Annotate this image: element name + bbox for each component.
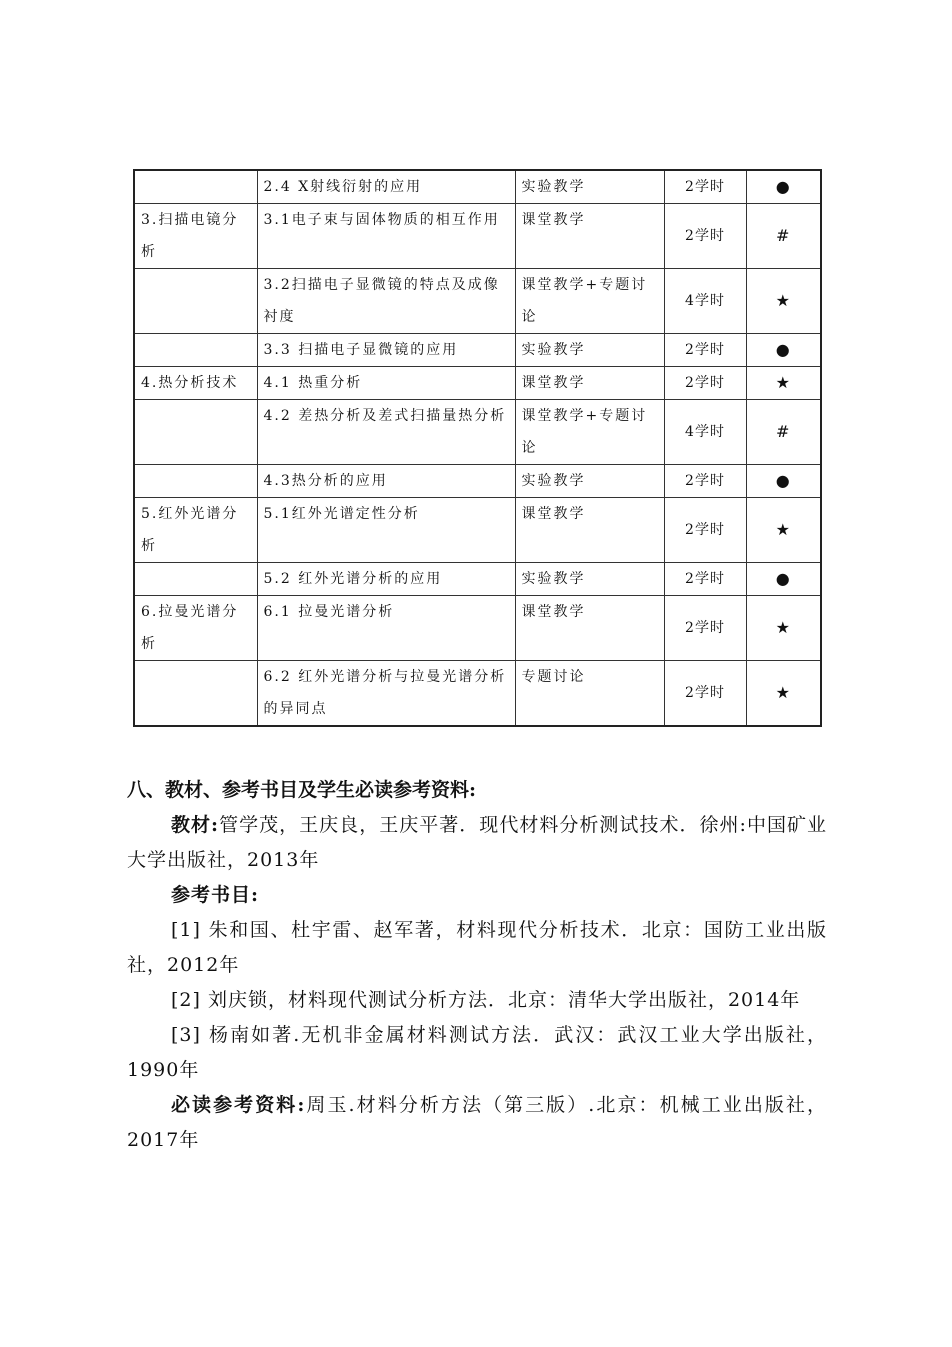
mark-cell: ★ <box>746 498 821 563</box>
topic-cell: 3.1电子束与固体物质的相互作用 <box>257 204 515 269</box>
section-heading: 八、教材、参考书目及学生必读参考资料: <box>127 779 477 801</box>
hours-cell: 2学时 <box>664 596 746 661</box>
method-cell: 课堂教学 <box>515 596 664 661</box>
method-cell: 课堂教学+专题讨论 <box>515 400 664 465</box>
table-row <box>134 661 821 727</box>
mark-cell: ★ <box>746 367 821 400</box>
hours-cell: 2学时 <box>664 465 746 498</box>
topic-cell: 6.1 拉曼光谱分析 <box>257 596 515 661</box>
method-cell: 课堂教学 <box>515 367 664 400</box>
required-label: 必读参考资料: <box>171 1094 306 1116</box>
mark-cell: ● <box>746 334 821 367</box>
method-cell: 课堂教学+专题讨论 <box>515 269 664 334</box>
method-cell: 实验教学 <box>515 563 664 596</box>
table-row <box>134 334 821 367</box>
textbook-text: 管学茂，王庆良，王庆平著．现代材料分析测试技术．徐州:中国矿业大学出版社，2013年 <box>127 814 828 871</box>
refs-heading <box>127 878 827 913</box>
table-row <box>134 596 821 661</box>
method-cell: 课堂教学 <box>515 498 664 563</box>
hours-cell: 2学时 <box>664 367 746 400</box>
required-text: 周玉.材料分析方法（第三版）.北京：机械工业出版社，2017年 <box>127 1094 827 1151</box>
mark-cell: # <box>746 400 821 465</box>
textbook-label: 教材: <box>171 814 220 836</box>
mark-cell: ★ <box>746 269 821 334</box>
table-row <box>134 269 821 334</box>
method-cell: 课堂教学 <box>515 204 664 269</box>
chapter-cell <box>134 400 257 465</box>
chapter-cell <box>134 269 257 334</box>
hours-cell: 2学时 <box>664 204 746 269</box>
table-row <box>134 465 821 498</box>
textbook-paragraph <box>127 808 827 878</box>
table-row <box>134 170 821 204</box>
mark-cell: ★ <box>746 596 821 661</box>
hours-cell: 4学时 <box>664 400 746 465</box>
chapter-cell: 5.红外光谱分析 <box>134 498 257 563</box>
table-row <box>134 498 821 563</box>
hours-cell: 2学时 <box>664 334 746 367</box>
topic-cell: 4.3热分析的应用 <box>257 465 515 498</box>
chapter-cell: 6.拉曼光谱分析 <box>134 596 257 661</box>
reference-item: [3] 杨南如著.无机非金属材料测试方法．武汉：武汉工业大学出版社，1990年 <box>127 1024 827 1081</box>
method-cell: 实验教学 <box>515 465 664 498</box>
topic-cell: 4.2 差热分析及差式扫描量热分析 <box>257 400 515 465</box>
reference-item: [2] 刘庆锁，材料现代测试分析方法．北京：清华大学出版社，2014年 <box>171 989 801 1011</box>
topic-cell: 4.1 热重分析 <box>257 367 515 400</box>
topic-cell: 3.3 扫描电子显微镜的应用 <box>257 334 515 367</box>
chapter-cell <box>134 465 257 498</box>
chapter-cell: 3.扫描电镜分析 <box>134 204 257 269</box>
hours-cell: 2学时 <box>664 498 746 563</box>
hours-cell: 4学时 <box>664 269 746 334</box>
chapter-cell <box>134 661 257 727</box>
hours-cell: 2学时 <box>664 170 746 204</box>
required-reading-paragraph <box>127 1088 827 1158</box>
mark-cell: ● <box>746 465 821 498</box>
topic-cell: 5.1红外光谱定性分析 <box>257 498 515 563</box>
mark-cell: ● <box>746 170 821 204</box>
topic-cell: 6.2 红外光谱分析与拉曼光谱分析的异同点 <box>257 661 515 727</box>
refs-label: 参考书目: <box>171 884 260 906</box>
chapter-cell <box>134 563 257 596</box>
chapter-cell <box>134 170 257 204</box>
method-cell: 实验教学 <box>515 170 664 204</box>
method-cell: 实验教学 <box>515 334 664 367</box>
topic-cell: 5.2 红外光谱分析的应用 <box>257 563 515 596</box>
chapter-cell <box>134 334 257 367</box>
table-row <box>134 563 821 596</box>
hours-cell: 2学时 <box>664 563 746 596</box>
topic-cell: 3.2扫描电子显微镜的特点及成像衬度 <box>257 269 515 334</box>
table-row <box>134 367 821 400</box>
mark-cell: ★ <box>746 661 821 727</box>
reference-item: [1] 朱和国、杜宇雷、赵军著，材料现代分析技术．北京：国防工业出版社，2012年 <box>127 919 827 976</box>
table-row <box>134 400 821 465</box>
table-row <box>134 204 821 269</box>
mark-cell: ● <box>746 563 821 596</box>
topic-cell: 2.4 X射线衍射的应用 <box>257 170 515 204</box>
method-cell: 专题讨论 <box>515 661 664 727</box>
chapter-cell: 4.热分析技术 <box>134 367 257 400</box>
mark-cell: # <box>746 204 821 269</box>
course-schedule-table <box>133 169 822 727</box>
hours-cell: 2学时 <box>664 661 746 727</box>
